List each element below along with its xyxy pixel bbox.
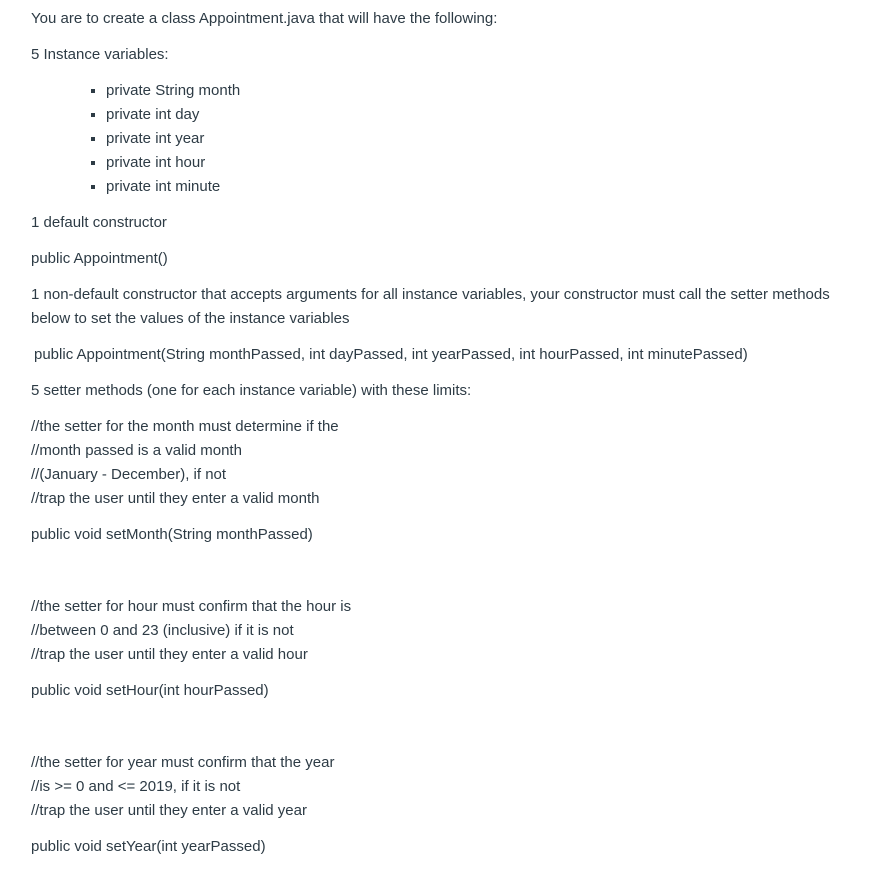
bullet-icon xyxy=(91,137,95,141)
list-item: private String month xyxy=(106,79,861,103)
year-setter-comment: //the setter for year must confirm that the year //is >= 0 and <= 2019, if it is not //trap the user until they enter a valid year xyxy=(31,754,335,819)
month-setter-signature: public void setMonth(String monthPassed) xyxy=(31,526,313,543)
bullet-icon xyxy=(91,161,95,165)
list-item: private int minute xyxy=(106,175,861,199)
hour-setter-comment: //the setter for hour must confirm that the hour is //between 0 and 23 (inclusive) if it is not //trap the user until they enter a valid hour xyxy=(31,598,352,663)
nondefault-constructor-signature: public Appointment(String monthPassed, int dayPassed, int yearPassed, int hourPassed, int minutePassed) xyxy=(34,346,748,363)
setter-methods-heading: 5 setter methods (one for each instance variable) with these limits: xyxy=(31,382,472,399)
default-constructor-signature: public Appointment() xyxy=(31,250,168,267)
instance-variables-list xyxy=(31,79,861,199)
bullet-icon xyxy=(91,185,95,189)
assignment-content xyxy=(31,7,861,859)
bullet-icon xyxy=(91,89,95,93)
month-setter-comment: //the setter for the month must determine if the //month passed is a valid month //(January - December), if not //trap the user until they enter a valid month xyxy=(31,418,339,507)
nondefault-constructor-description: 1 non-default constructor that accepts arguments for all instance variables, your constructor must call the setter methods below to set the values of the instance variables xyxy=(31,286,830,327)
default-constructor-heading: 1 default constructor xyxy=(31,214,167,231)
year-setter-signature: public void setYear(int yearPassed) xyxy=(31,838,266,855)
list-item: private int day xyxy=(106,103,861,127)
bullet-icon xyxy=(91,113,95,117)
intro-text: You are to create a class Appointment.java that will have the following: xyxy=(31,10,498,27)
hour-setter-signature: public void setHour(int hourPassed) xyxy=(31,682,269,699)
list-item: private int hour xyxy=(106,151,861,175)
instance-variables-heading: 5 Instance variables: xyxy=(31,46,169,63)
list-item: private int year xyxy=(106,127,861,151)
